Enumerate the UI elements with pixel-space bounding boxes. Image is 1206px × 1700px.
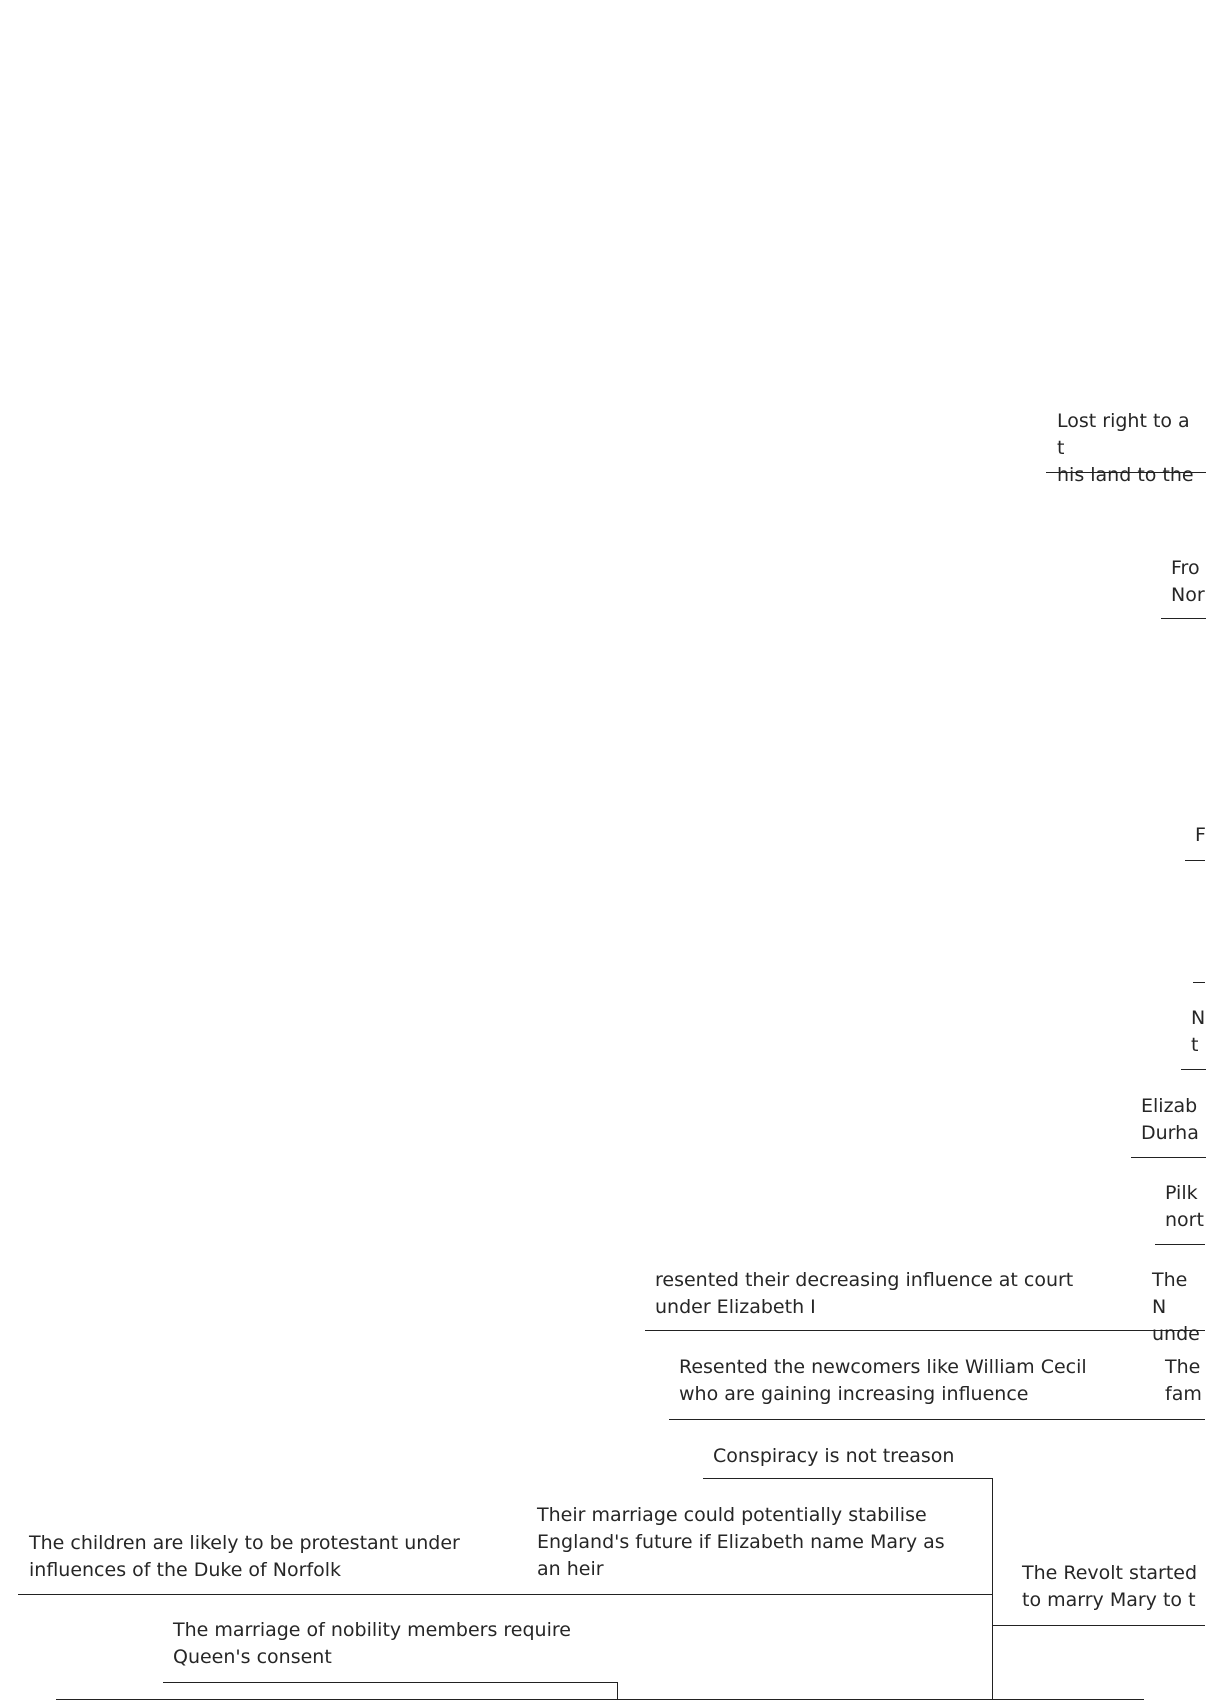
node-f[interactable]: F <box>1195 824 1206 846</box>
node-elizabeth-durham[interactable]: Elizab Durha <box>1141 1095 1199 1144</box>
node-pilk[interactable]: Pilk nort <box>1165 1182 1204 1231</box>
node-the-n-under[interactable]: The N unde <box>1152 1269 1200 1345</box>
connector-vertical-main <box>992 1478 993 1700</box>
underline-n-t <box>1181 1069 1206 1070</box>
node-children-protestant[interactable]: The children are likely to be protestant under influences of the Duke of Norfolk <box>29 1532 460 1581</box>
underline-resented-influence <box>645 1330 1205 1331</box>
node-resented-newcomers[interactable]: Resented the newcomers like William Cecil who are gaining increasing influence <box>679 1356 1087 1405</box>
node-lost-right[interactable]: Lost right to a t his land to the <box>1057 410 1194 486</box>
underline-elizabeth-durham <box>1131 1157 1206 1158</box>
underline-pilk <box>1155 1244 1205 1245</box>
node-marriage-stabilise[interactable]: Their marriage could potentially stabilise England's future if Elizabeth name Mary as an heir <box>537 1504 945 1580</box>
underline-f <box>1185 860 1205 861</box>
underline-lost-right <box>1046 472 1206 473</box>
node-nobility-consent[interactable]: The marriage of nobility members require Queen's consent <box>173 1619 571 1668</box>
underline-revolt-started <box>993 1625 1205 1626</box>
underline-marriage-row <box>18 1594 993 1595</box>
node-conspiracy[interactable]: Conspiracy is not treason <box>713 1445 955 1467</box>
underline-nobility-consent <box>163 1682 618 1683</box>
connector-vertical-small <box>617 1682 618 1700</box>
node-resented-influence[interactable]: resented their decreasing influence at court under Elizabeth I <box>655 1269 1074 1318</box>
underline-short <box>1193 982 1205 983</box>
node-revolt-started[interactable]: The Revolt started to marry Mary to t <box>1022 1562 1198 1611</box>
node-the-fam[interactable]: The fam <box>1165 1356 1202 1405</box>
underline-fro-nor <box>1161 618 1206 619</box>
node-fro-nor[interactable]: Fro Nor <box>1171 557 1205 606</box>
underline-conspiracy <box>703 1478 993 1479</box>
node-n-t[interactable]: N t <box>1191 1007 1206 1056</box>
underline-resented-newcomers <box>669 1419 1205 1420</box>
